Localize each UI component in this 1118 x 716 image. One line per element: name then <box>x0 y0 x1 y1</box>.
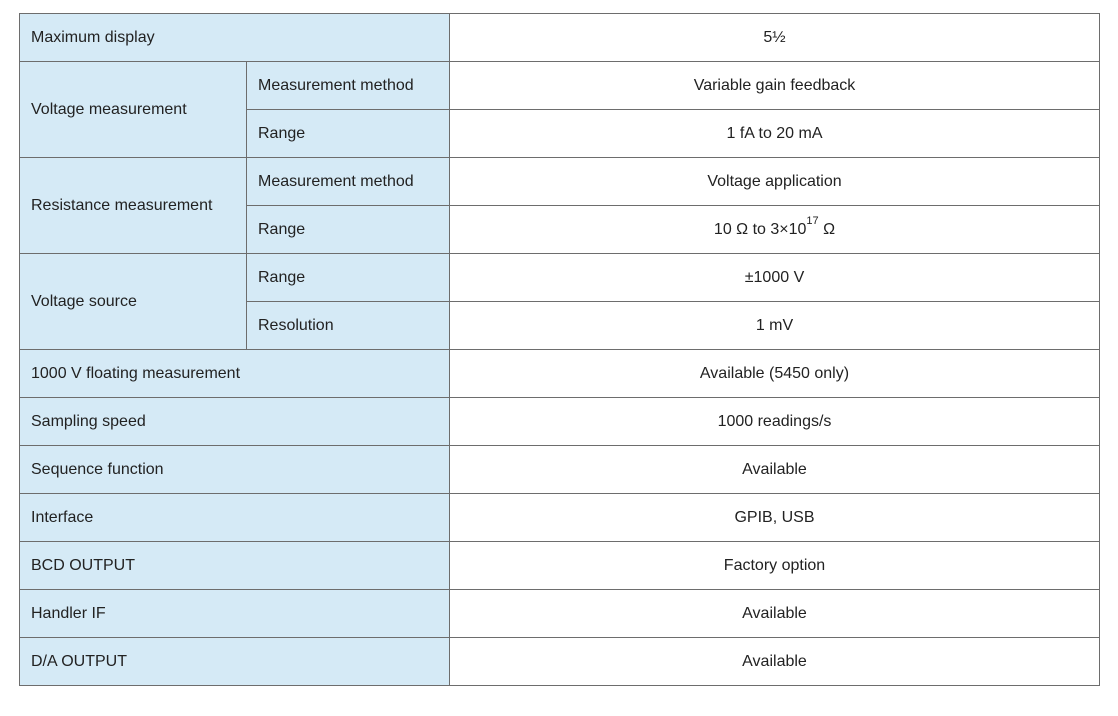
row-label: 1000 V floating measurement <box>20 350 450 398</box>
spec-table <box>19 13 1100 686</box>
table-row <box>20 158 1100 206</box>
sub-label: Resolution <box>247 302 450 350</box>
resistance-range-exponent: 17 <box>806 214 819 227</box>
row-value: 1 fA to 20 mA <box>450 110 1100 158</box>
table-row <box>20 14 1100 62</box>
row-value: 1000 readings/s <box>450 398 1100 446</box>
table-row <box>20 542 1100 590</box>
row-value: Available <box>450 446 1100 494</box>
row-label: Interface <box>20 494 450 542</box>
group-label: Voltage measurement <box>20 62 247 158</box>
row-label: D/A OUTPUT <box>20 638 450 686</box>
table-row <box>20 62 1100 110</box>
resistance-range-unit: Ω <box>818 220 836 238</box>
table-row <box>20 590 1100 638</box>
table-row <box>20 638 1100 686</box>
table-row <box>20 350 1100 398</box>
table-row <box>20 494 1100 542</box>
row-value: Available <box>450 590 1100 638</box>
row-label: Sequence function <box>20 446 450 494</box>
row-value: ±1000 V <box>450 254 1100 302</box>
sub-label: Range <box>247 254 450 302</box>
row-value <box>450 206 1100 254</box>
row-value: 5½ <box>450 14 1100 62</box>
row-value: Available (5450 only) <box>450 350 1100 398</box>
table-row <box>20 398 1100 446</box>
resistance-range-base: 10 Ω to 3×10 <box>713 220 807 238</box>
row-label: BCD OUTPUT <box>20 542 450 590</box>
row-label: Maximum display <box>20 14 450 62</box>
group-label: Resistance measurement <box>20 158 247 254</box>
row-label: Sampling speed <box>20 398 450 446</box>
sub-label: Range <box>247 110 450 158</box>
row-value: GPIB, USB <box>450 494 1100 542</box>
row-value: 1 mV <box>450 302 1100 350</box>
sub-label: Measurement method <box>247 62 450 110</box>
row-value: Available <box>450 638 1100 686</box>
table-row <box>20 254 1100 302</box>
table-row <box>20 446 1100 494</box>
sub-label: Range <box>247 206 450 254</box>
row-value: Variable gain feedback <box>450 62 1100 110</box>
sub-label: Measurement method <box>247 158 450 206</box>
row-value: Voltage application <box>450 158 1100 206</box>
row-label: Handler IF <box>20 590 450 638</box>
row-value: Factory option <box>450 542 1100 590</box>
group-label: Voltage source <box>20 254 247 350</box>
